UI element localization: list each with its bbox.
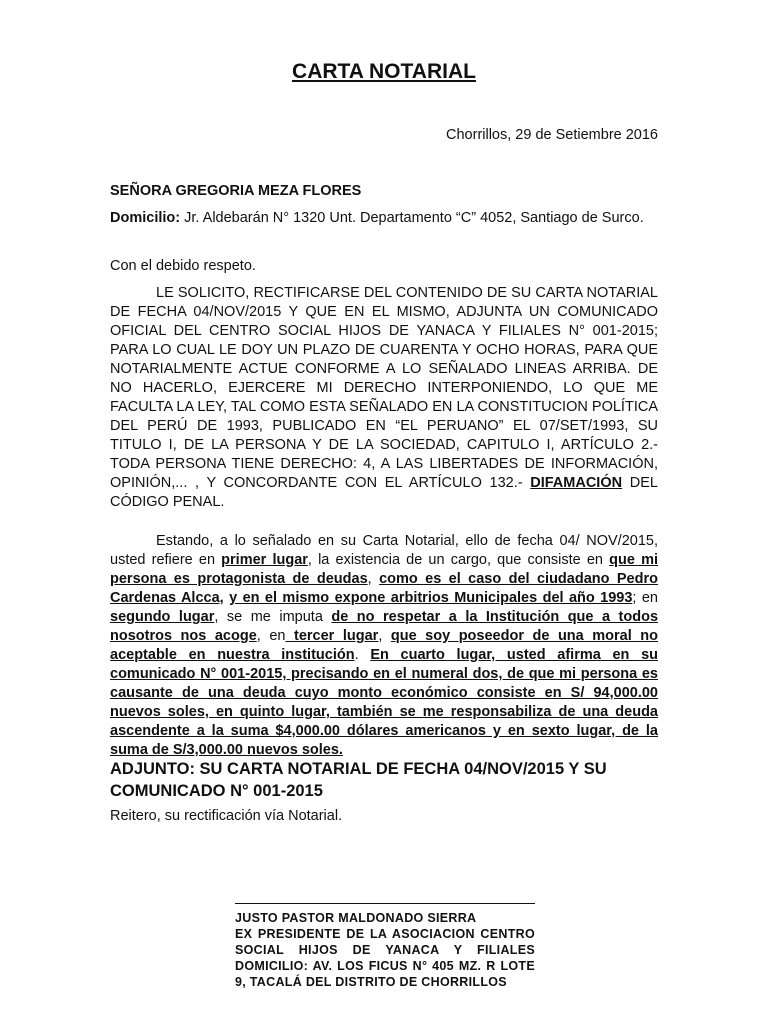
p2-emphasis: como es el caso del ciudadano Pedro Cardenas Alcca,: [110, 571, 658, 606]
p2-emphasis: tercer lugar: [285, 628, 379, 644]
p2-emphasis: primer lugar: [221, 552, 308, 568]
p2-emphasis: de no respetar a la Institución que a todos nosotros nos acoge: [110, 609, 659, 644]
address-text: Jr. Aldebarán N° 1320 Unt. Departamento “C” 4052, Santiago de Surco.: [180, 210, 644, 226]
addressee-name: SEÑORA GREGORIA MEZA FLORES: [110, 183, 362, 199]
attachment-note: ADJUNTO: SU CARTA NOTARIAL DE FECHA 04/NOV/2015 Y SU COMUNICADO N° 001-2015: [110, 760, 607, 800]
letter-date: Chorrillos, 29 de Setiembre 2016: [446, 127, 658, 143]
p2-segment: , en: [256, 628, 286, 644]
closing-line: Reitero, su rectificación vía Notarial.: [110, 808, 343, 824]
p2-segment: ; en: [632, 590, 658, 606]
signatory-details: EX PRESIDENTE DE LA ASOCIACION CENTRO SOCIAL HIJOS DE YANACA Y FILIALES DOMICILIO: AV. LOS FICUS N° 405 MZ. R LOTE 9, TACALÁ DEL DISTRITO DE CHORRILLOS: [235, 927, 535, 989]
p2-segment: , se me imputa: [214, 609, 332, 625]
p2-segment: Estando, a lo señalado en su Carta Notarial, ello de fecha 04/ NOV/2015, usted refiere en: [110, 533, 658, 568]
emphasis-difamacion: DIFAMACIÓN: [530, 475, 623, 491]
p2-emphasis: que soy poseedor de una moral no aceptable en nuestra institución: [110, 628, 658, 663]
greeting: Con el debido respeto.: [110, 258, 256, 274]
signature-block: [235, 910, 535, 990]
signatory-name: JUSTO PASTOR MALDONADO SIERRA: [235, 911, 477, 925]
p2-emphasis: En cuarto lugar, usted afirma en su comunicado N° 001-2015, precisando en el numeral dos, de que mi persona es causante de una deuda cuyo monto económico consiste en S/ 94,000.00 nuevos soles, en quinto lugar, también se me responsabiliza de una deuda ascendente a la suma $4,000.00 dólares americanos y en sexto lugar, de la suma de S/3,000.00 nuevos soles.: [110, 647, 659, 758]
p2-segment: , la existencia de un cargo, que consiste en: [307, 552, 610, 568]
addressee-address: [110, 209, 660, 228]
paragraph-1-tail: DEL CÓDIGO PENAL.: [110, 475, 658, 510]
signature-line: [235, 903, 535, 904]
p2-segment: .: [354, 647, 371, 663]
p2-emphasis: segundo lugar: [110, 609, 215, 625]
body-paragraph-1: [110, 284, 658, 512]
body-paragraph-2: [110, 532, 658, 760]
address-label: Domicilio:: [110, 210, 181, 226]
document-title: CARTA NOTARIAL: [292, 60, 476, 83]
paragraph-1-text: LE SOLICITO, RECTIFICARSE DEL CONTENIDO DE SU CARTA NOTARIAL DE FECHA 04/NOV/2015 Y QUE EN EL MISMO, ADJUNTA UN COMUNICADO OFICIAL DEL CENTRO SOCIAL HIJOS DE YANACA Y FILIALES N° 001-2015; PARA LO CUAL LE DOY UN PLAZO DE CUARENTA Y OCHO HORAS, PARA QUE NOTARIALMENTE ACTUE CONFORME A LO SEÑALADO LINEAS ARRIBA. DE NO HACERLO, EJERCERE MI DERECHO INTERPONIENDO, LO QUE ME FACULTA LA LEY, TAL COMO ESTA SEÑALADO EN LA CONSTITUCION POLÍTICA DEL PERÚ DE 1993, PUBLICADO EN “EL PERUANO” EL 07/SET/1993, SU TITULO I, DE LA PERSONA Y DE LA SOCIEDAD, CAPITULO I, ARTÍCULO 2.- TODA PERSONA TIENE DERECHO: 4, A LAS LIBERTADES DE INFORMACIÓN, OPINIÓN,... , Y CONCORDANTE CON EL ARTÍCULO 132.-: [110, 285, 658, 491]
p2-segment: ,: [378, 628, 391, 644]
p2-segment: ,: [367, 571, 380, 587]
p2-emphasis: y en el mismo expone arbitrios Municipales del año 1993: [229, 590, 633, 606]
p2-emphasis: que mi persona es protagonista de deudas: [110, 552, 659, 587]
